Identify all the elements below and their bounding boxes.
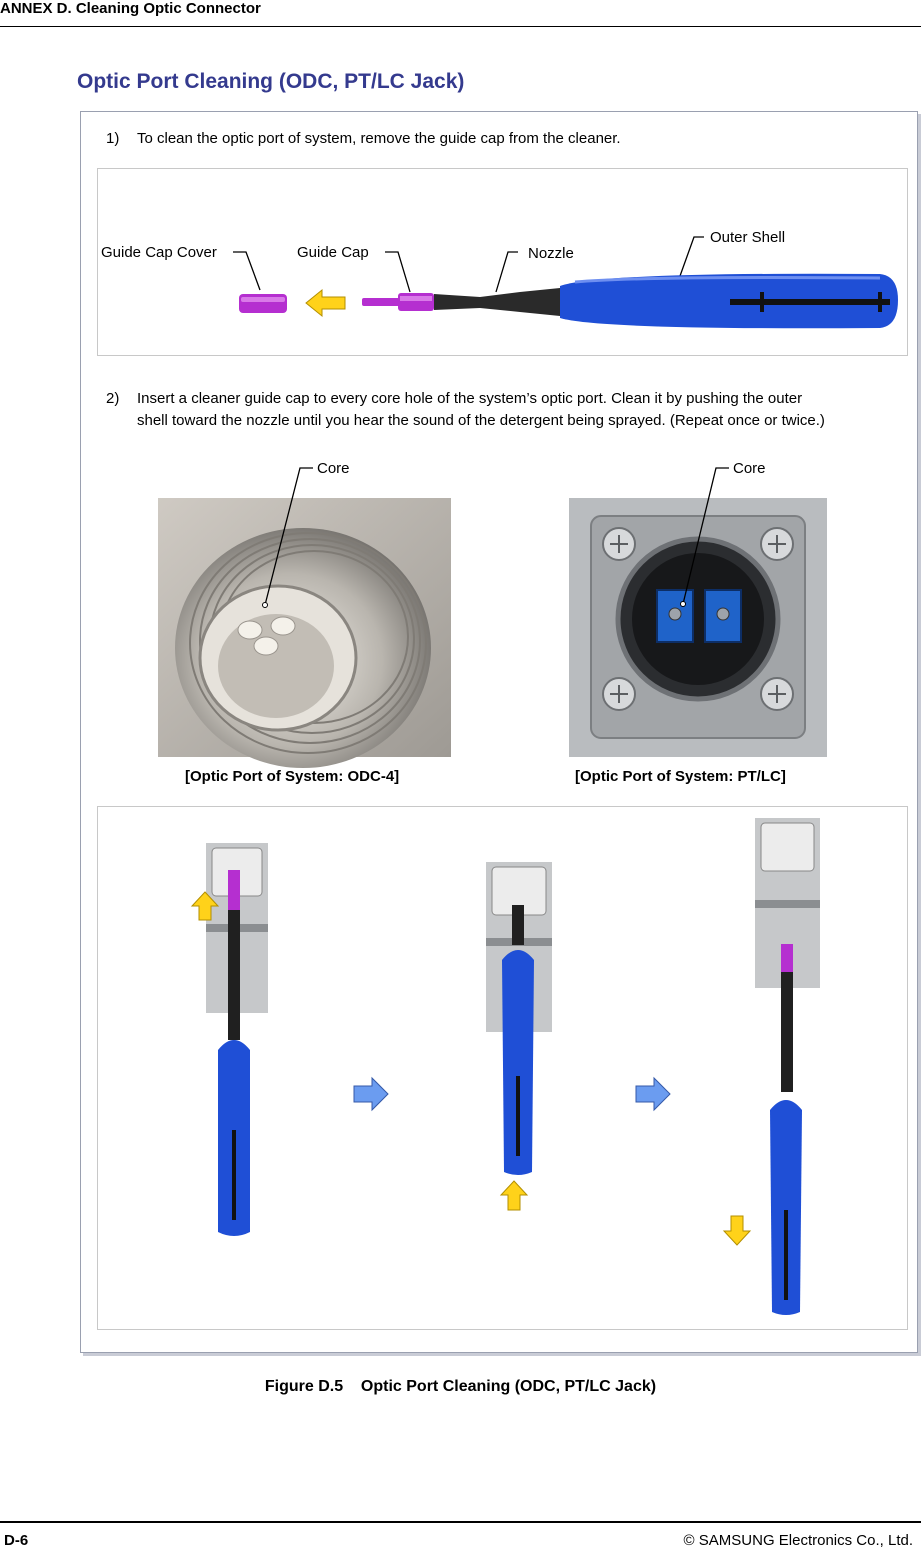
label-outer-shell: Outer Shell: [710, 229, 786, 246]
label-nozzle: Nozzle: [528, 245, 574, 262]
label-core-odc: Core: [317, 460, 350, 477]
arrow-down-icon: [724, 1216, 750, 1245]
stage-1: [192, 843, 268, 1236]
label-core-ptlc: Core: [733, 460, 766, 477]
caption-ptlc: [Optic Port of System: PT/LC]: [575, 768, 786, 785]
step-2-line-2: shell toward the nozzle until you hear the sound of the detergent being sprayed. (Repeat once or twice.): [137, 412, 825, 429]
arrow-right-icon: [354, 1078, 388, 1110]
label-guide-cap-cover: Guide Cap Cover: [101, 244, 217, 261]
step-2-number: 2): [106, 390, 120, 407]
stage-3: [724, 818, 820, 1315]
step-1-text: To clean the optic port of system, remove the guide cap from the cleaner.: [137, 130, 621, 147]
section-title: Optic Port Cleaning (ODC, PT/LC Jack): [77, 70, 465, 93]
copyright: © SAMSUNG Electronics Co., Ltd.: [683, 1532, 913, 1549]
arrow-up-icon: [501, 1181, 527, 1210]
page-number: D-6: [4, 1532, 29, 1549]
arrow-right-icon: [636, 1078, 670, 1110]
stage-2: [486, 862, 552, 1210]
figure-caption: Figure D.5 Optic Port Cleaning (ODC, PT/LC Jack): [264, 1378, 657, 1395]
footer-rule: [0, 1521, 921, 1523]
step-2-line-1: Insert a cleaner guide cap to every core hole of the system’s optic port. Clean it by pushing the outer: [137, 390, 803, 407]
step-1-number: 1): [106, 130, 120, 147]
page-header: ANNEX D. Cleaning Optic Connector: [0, 0, 261, 17]
caption-odc: [Optic Port of System: ODC-4]: [185, 768, 400, 785]
label-guide-cap: Guide Cap: [297, 244, 369, 261]
